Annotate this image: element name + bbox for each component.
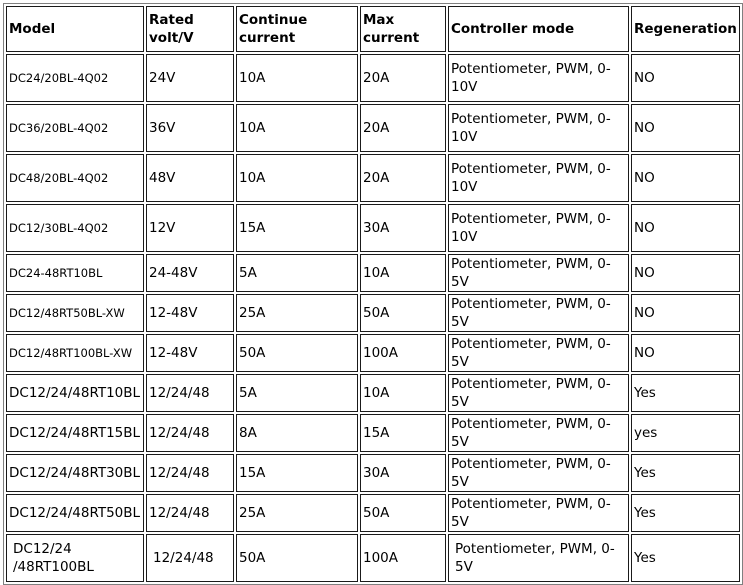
continue-current-cell: 25A xyxy=(236,294,358,332)
model-cell: DC12/24/48RT10BL xyxy=(6,374,144,412)
continue-current-cell: 5A xyxy=(236,374,358,412)
controller-mode-cell: Potentiometer, PWM, 0-10V xyxy=(448,54,629,102)
header-regeneration: Regeneration xyxy=(631,6,740,52)
controller-mode-cell: Potentiometer, PWM, 0-5V xyxy=(448,374,629,412)
model-cell: DC24-48RT10BL xyxy=(6,254,144,292)
continue-current-cell: 15A xyxy=(236,454,358,492)
model-cell: DC12/24/48RT50BL xyxy=(6,494,144,532)
controller-mode-cell: Potentiometer, PWM, 0-10V xyxy=(448,204,629,252)
regeneration-cell: NO xyxy=(631,204,740,252)
model-cell: DC24/20BL-4Q02 xyxy=(6,54,144,102)
table-row xyxy=(6,334,740,372)
model-cell: DC36/20BL-4Q02 xyxy=(6,104,144,152)
model-cell: DC12/30BL-4Q02 xyxy=(6,204,144,252)
max-current-cell: 10A xyxy=(360,254,446,292)
controller-mode-cell: Potentiometer, PWM, 0-5V xyxy=(448,494,629,532)
header-max-current: Max current xyxy=(360,6,446,52)
rated-volt-cell: 12/24/48 xyxy=(146,454,234,492)
regeneration-cell: NO xyxy=(631,254,740,292)
max-current-cell: 20A xyxy=(360,54,446,102)
max-current-cell: 15A xyxy=(360,414,446,452)
controller-mode-cell: Potentiometer, PWM, 0-5V xyxy=(448,254,629,292)
rated-volt-cell: 12V xyxy=(146,204,234,252)
rated-volt-cell: 12-48V xyxy=(146,334,234,372)
regeneration-cell: Yes xyxy=(631,534,740,582)
regeneration-cell: Yes xyxy=(631,494,740,532)
continue-current-cell: 50A xyxy=(236,334,358,372)
header-continue-current: Continue current xyxy=(236,6,358,52)
table-row xyxy=(6,414,740,452)
continue-current-cell: 25A xyxy=(236,494,358,532)
model-cell: DC12/48RT50BL-XW xyxy=(6,294,144,332)
continue-current-cell: 10A xyxy=(236,54,358,102)
controller-mode-cell: Potentiometer, PWM, 0-10V xyxy=(448,104,629,152)
controller-mode-cell: Potentiometer, PWM, 0-5V xyxy=(448,454,629,492)
regeneration-cell: NO xyxy=(631,54,740,102)
max-current-cell: 10A xyxy=(360,374,446,412)
controller-mode-cell: Potentiometer, PWM, 0-5V xyxy=(448,334,629,372)
regeneration-cell: NO xyxy=(631,334,740,372)
rated-volt-cell: 12/24/48 xyxy=(146,374,234,412)
table-row xyxy=(6,154,740,202)
table-row xyxy=(6,494,740,532)
rated-volt-cell: 12-48V xyxy=(146,294,234,332)
max-current-cell: 50A xyxy=(360,294,446,332)
regeneration-cell: NO xyxy=(631,294,740,332)
rated-volt-cell: 48V xyxy=(146,154,234,202)
rated-volt-cell: 12/24/48 xyxy=(146,534,234,582)
model-cell: DC12/24/48RT30BL xyxy=(6,454,144,492)
rated-volt-cell: 36V xyxy=(146,104,234,152)
table-row xyxy=(6,534,740,582)
controller-spec-table xyxy=(3,3,743,585)
table-row xyxy=(6,254,740,292)
max-current-cell: 30A xyxy=(360,454,446,492)
rated-volt-cell: 12/24/48 xyxy=(146,414,234,452)
table-row xyxy=(6,104,740,152)
model-cell: DC48/20BL-4Q02 xyxy=(6,154,144,202)
continue-current-cell: 15A xyxy=(236,204,358,252)
table-row xyxy=(6,294,740,332)
model-cell: DC12/24/48RT15BL xyxy=(6,414,144,452)
table-row xyxy=(6,374,740,412)
header-rated-volt: Rated volt/V xyxy=(146,6,234,52)
controller-mode-cell: Potentiometer, PWM, 0-10V xyxy=(448,154,629,202)
regeneration-cell: Yes xyxy=(631,374,740,412)
controller-mode-cell: Potentiometer, PWM, 0-5V xyxy=(448,414,629,452)
max-current-cell: 20A xyxy=(360,104,446,152)
regeneration-cell: yes xyxy=(631,414,740,452)
rated-volt-cell: 24V xyxy=(146,54,234,102)
continue-current-cell: 10A xyxy=(236,104,358,152)
regeneration-cell: Yes xyxy=(631,454,740,492)
continue-current-cell: 8A xyxy=(236,414,358,452)
continue-current-cell: 50A xyxy=(236,534,358,582)
max-current-cell: 100A xyxy=(360,334,446,372)
header-model: Model xyxy=(6,6,144,52)
max-current-cell: 20A xyxy=(360,154,446,202)
regeneration-cell: NO xyxy=(631,154,740,202)
header-controller-mode: Controller mode xyxy=(448,6,629,52)
controller-mode-cell: Potentiometer, PWM, 0-5V xyxy=(448,534,629,582)
max-current-cell: 100A xyxy=(360,534,446,582)
controller-mode-cell: Potentiometer, PWM, 0-5V xyxy=(448,294,629,332)
rated-volt-cell: 12/24/48 xyxy=(146,494,234,532)
max-current-cell: 30A xyxy=(360,204,446,252)
table-row xyxy=(6,54,740,102)
rated-volt-cell: 24-48V xyxy=(146,254,234,292)
header-row xyxy=(6,6,740,52)
model-cell: DC12/48RT100BL-XW xyxy=(6,334,144,372)
model-cell: DC12/24 /48RT100BL xyxy=(6,534,144,582)
regeneration-cell: NO xyxy=(631,104,740,152)
max-current-cell: 50A xyxy=(360,494,446,532)
table-row xyxy=(6,204,740,252)
continue-current-cell: 5A xyxy=(236,254,358,292)
continue-current-cell: 10A xyxy=(236,154,358,202)
table-row xyxy=(6,454,740,492)
